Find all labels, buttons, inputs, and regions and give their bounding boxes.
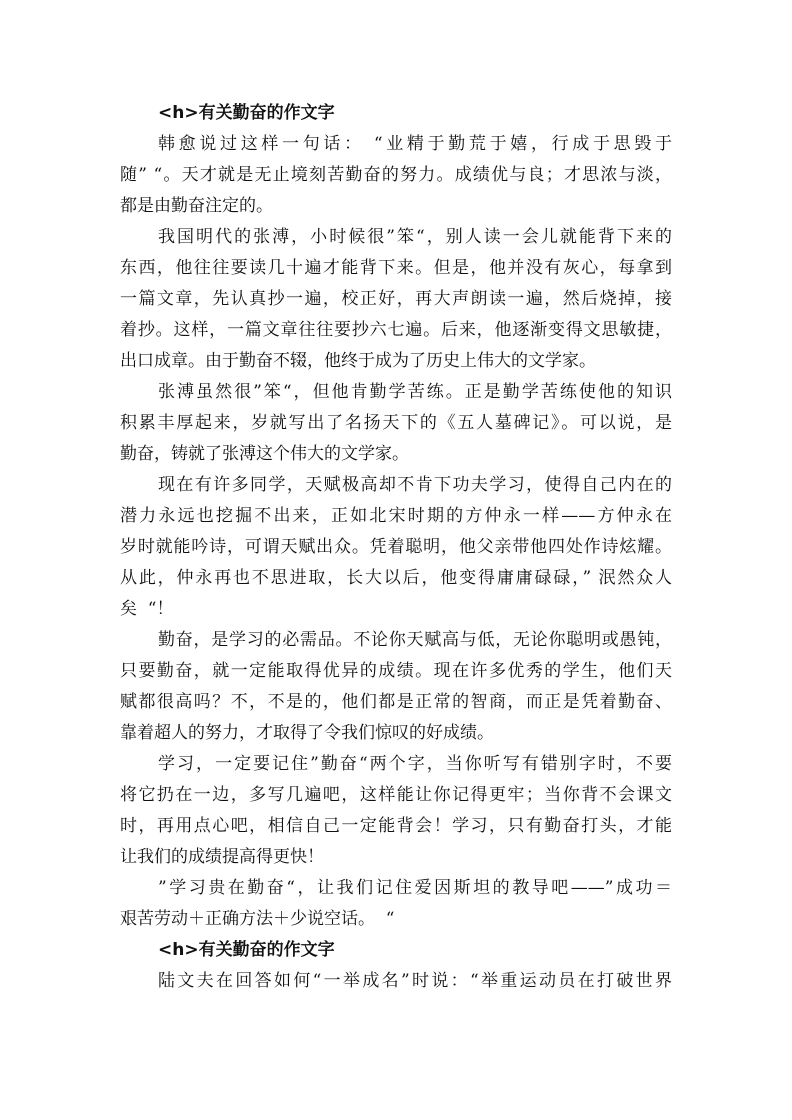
paragraph-line: 现在有许多同学，天赋极高却不肯下功夫学习，使得自己内在的 [158,475,672,495]
paragraph-zhang-pu-story [120,222,672,377]
paragraph-line: 只要勤奋，就一定能取得优异的成绩。现在许多优秀的学生，他们天 [120,661,672,681]
paragraph-einstein-quote [120,873,672,935]
paragraph-line: 积累丰厚起来，岁就写出了名扬天下的《五人墓碑记》。可以说，是 [120,413,672,433]
paragraph-fang-zhongyong [120,470,672,625]
paragraph-line: 出口成章。由于勤奋不辍，他终于成为了历史上伟大的文学家。 [120,351,596,371]
paragraph-diligence-necessity [120,625,672,749]
paragraph-zhang-pu-summary [120,377,672,470]
paragraph-line: 时，再用点心吧，相信自己一定能背会！学习，只有勤奋打头，才能 [120,816,672,836]
paragraph-line: 艰苦劳动＋正确方法＋少说空话。 “ [120,909,395,929]
document-page [120,98,672,997]
paragraph-line: 靠着超人的努力，才取得了令我们惊叹的好成绩。 [120,723,494,743]
paragraph-lu-wenfu [120,966,672,997]
paragraph-line: 随” “。天才就是无止境刻苦勤奋的努力。成绩优与良；才思浓与淡， [120,165,672,185]
paragraph-line: 勤奋，铸就了张溥这个伟大的文学家。 [120,444,409,464]
paragraph-line: 我国明代的张溥，小时候很”笨“，别人读一会儿就能背下来的 [158,227,672,247]
paragraph-line: 让我们的成绩提高得更快！ [120,847,324,867]
paragraph-line: 从此，仲永再也不思进取，长大以后，他变得庸庸碌碌，” 泯然众人 [120,568,672,588]
section-heading: <h>有关勤奋的作文字 [158,103,335,123]
paragraph-line: 矣 “！ [120,599,174,619]
paragraph-line: ”学习贵在勤奋“，让我们记住爱因斯坦的教导吧——”成功＝ [158,878,672,898]
paragraph-line: 赋都很高吗？不，不是的，他们都是正常的智商，而正是凭着勤奋、 [120,692,672,712]
paragraph-line: 岁时就能吟诗，可谓天赋出众。凭着聪明，他父亲带他四处作诗炫耀。 [120,537,672,557]
paragraph-line: 着抄。这样，一篇文章往往要抄六七遍。后来，他逐渐变得文思敏捷， [120,320,672,340]
paragraph-line: 学习，一定要记住”勤奋“两个字，当你听写有错别字时，不要 [158,754,672,774]
paragraph-line: 一篇文章，先认真抄一遍，校正好，再大声朗读一遍，然后烧掉，接 [120,289,672,309]
paragraph-study-advice [120,749,672,873]
paragraph-line: 潜力永远也挖掘不出来，正如北宋时期的方仲永一样——方仲永在 [120,506,672,526]
paragraph-line: 都是由勤奋注定的。 [120,196,273,216]
paragraph-line: 东西，他往往要读几十遍才能背下来。但是，他并没有灰心，每拿到 [120,258,672,278]
paragraph-line: 勤奋，是学习的必需品。不论你天赋高与低，无论你聪明或愚钝， [158,630,672,650]
paragraph-line: 张溥虽然很”笨“，但他肯勤学苦练。正是勤学苦练使他的知识 [158,382,672,402]
paragraph-line: 将它扔在一边，多写几遍吧，这样能让你记得更牢；当你背不会课文 [120,785,672,805]
paragraph-line: 陆文夫在回答如何“一举成名”时说：“举重运动员在打破世界 [158,971,672,991]
section-heading: <h>有关勤奋的作文字 [158,940,335,960]
paragraph-line: 韩愈说过这样一句话： “业精于勤荒于嬉，行成于思毁于 [158,134,672,154]
paragraph-han-yu [120,129,672,222]
